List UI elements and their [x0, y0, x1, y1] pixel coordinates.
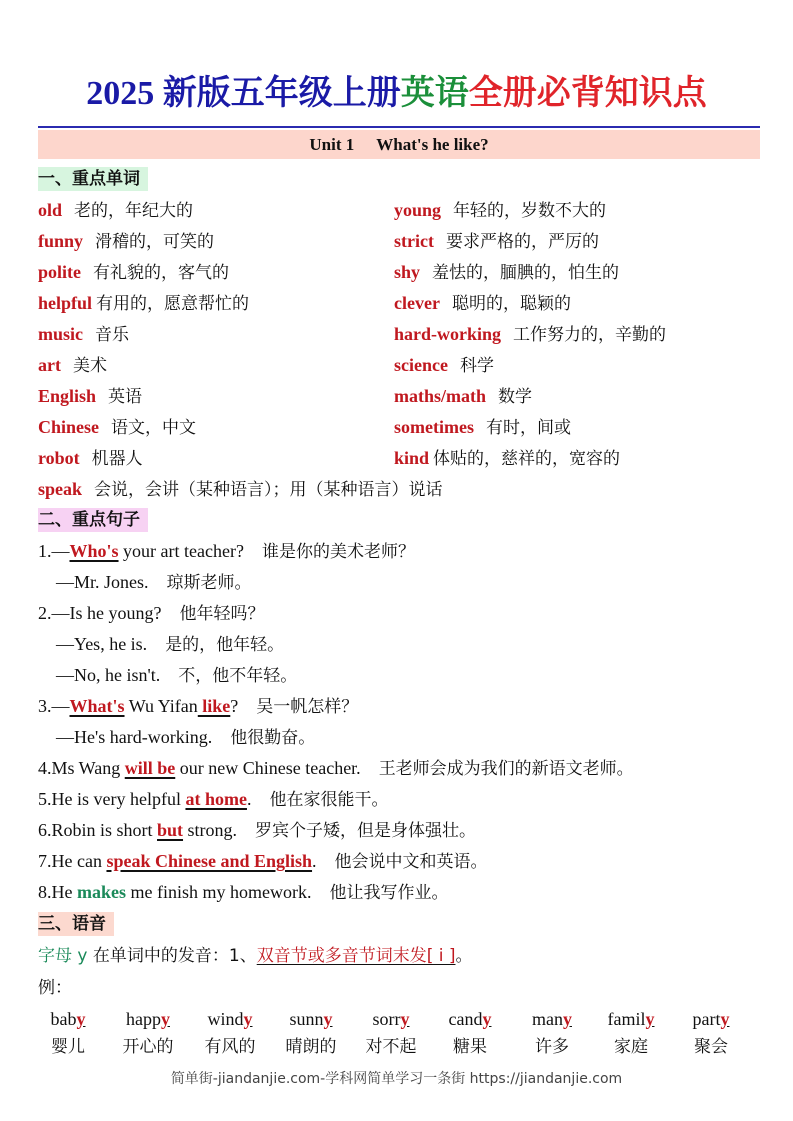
vocab-row	[38, 413, 778, 444]
vocab-word: Chinese	[38, 417, 100, 437]
example-word: happy 开心的	[122, 1009, 174, 1057]
sentence-1-answer: —Mr. Jones. 琼斯老师。	[56, 572, 252, 593]
example-words	[38, 1005, 778, 1065]
vocab-meaning: 老的，年纪大的	[74, 201, 194, 221]
key-phrase: will be	[124, 758, 176, 778]
sentence-2-answer-no: —No, he isn't. 不，他不年轻。	[56, 665, 298, 686]
section-heading-vocab: 一、重点单词	[38, 167, 148, 191]
phonics-letter: 字母 y	[38, 946, 88, 966]
vocab-row	[38, 382, 778, 413]
vocab-meaning: 有礼貌的，客气的	[93, 263, 229, 283]
key-phrase: makes	[77, 882, 126, 902]
vocab-word: young	[394, 200, 442, 220]
translation: 他会说中文和英语。	[334, 852, 488, 872]
translation: 他让我写作业。	[329, 883, 449, 903]
vocab-word: shy	[394, 262, 421, 282]
vocab-meaning: 美术	[72, 356, 107, 376]
vocab-meaning: 年轻的，岁数不大的	[453, 201, 607, 221]
phonics-rule-text: 双音节或多音节词末发[ i ]	[256, 946, 456, 966]
translation: 他在家很能干。	[269, 790, 389, 810]
title-part-topic: 全册必背知识点	[468, 75, 707, 112]
sentence-3-answer: —He's hard-working. 他很勤奋。	[56, 727, 316, 748]
vocab-word: helpful	[38, 293, 93, 313]
translation: 吴一帆怎样？	[256, 697, 359, 717]
key-phrase: speak Chinese and English	[106, 851, 313, 871]
vocab-word: clever	[394, 293, 440, 313]
sentence-7: 7.He can speak Chinese and English. 他会说中文和英语。	[38, 851, 488, 872]
example-word: sorry 对不起	[365, 1009, 417, 1057]
page-title	[0, 72, 793, 116]
vocab-meaning: 科学	[459, 356, 494, 376]
vocab-meaning: 有用的，愿意帮忙的	[96, 294, 250, 314]
sentence-4: 4.Ms Wang will be our new Chinese teacher. 王老师会成为我们的新语文老师。	[38, 758, 634, 779]
example-word: family 家庭	[607, 1009, 655, 1057]
example-word: many 许多	[532, 1009, 572, 1057]
example-word: windy 有风的	[204, 1009, 256, 1057]
vocab-meaning: 机器人	[91, 449, 143, 469]
example-word: party 聚会	[692, 1009, 730, 1057]
vocab-meaning: 英语	[108, 387, 143, 407]
vocab-word: art	[38, 355, 61, 375]
sentence-2-answer-yes: —Yes, he is. 是的，他年轻。	[56, 634, 285, 655]
unit-label: Unit 1	[309, 135, 355, 154]
vocab-meaning: 数学	[498, 387, 533, 407]
section-heading-phonics: 三、语音	[38, 912, 114, 936]
vocab-row	[38, 475, 778, 506]
sentence-6: 6.Robin is short but strong. 罗宾个子矮，但是身体强壮。	[38, 820, 477, 841]
vocab-row	[38, 351, 778, 382]
vocab-word: old	[38, 200, 63, 220]
translation: 他很勤奋。	[230, 728, 316, 748]
footer-watermark: 简单街-jiandanjie.com-学科网简单学习一条街 https://jiandanjie.com	[170, 1071, 623, 1087]
vocab-row	[38, 227, 778, 258]
vocab-meaning: 会说，会讲（某种语言）；用（某种语言）说话	[94, 480, 443, 500]
key-phrase: Who's	[69, 541, 119, 561]
vocab-row	[38, 320, 778, 351]
vocab-row	[38, 196, 778, 227]
title-part-grade: 2025 新版五年级上册	[86, 75, 401, 112]
translation: 罗宾个子矮，但是身体强壮。	[255, 821, 477, 841]
vocab-meaning: 工作努力的，辛勤的	[513, 325, 667, 345]
translation: 琼斯老师。	[166, 573, 252, 593]
example-word: baby 婴儿	[50, 1009, 86, 1057]
example-label: 例：	[38, 978, 72, 998]
vocab-word: hard-working	[394, 324, 502, 344]
title-part-subject: 英语	[400, 75, 469, 112]
sentence-1: 1.—Who's your art teacher? 谁是你的美术老师？	[38, 541, 415, 562]
vocab-word: funny	[38, 231, 84, 251]
vocab-meaning: 音乐	[95, 325, 129, 345]
vocab-row	[38, 289, 778, 320]
sentence-8: 8.He makes me finish my homework. 他让我写作业。	[38, 882, 449, 903]
translation: 谁是你的美术老师？	[261, 542, 415, 562]
vocab-meaning: 语文，中文	[111, 418, 197, 438]
vocab-word: strict	[394, 231, 434, 251]
sentence-5: 5.He is very helpful at home. 他在家很能干。	[38, 789, 389, 810]
vocab-word: English	[38, 386, 97, 406]
section-heading-sentences: 二、重点句子	[38, 508, 148, 532]
unit-banner	[38, 130, 760, 159]
vocab-word: speak	[38, 479, 83, 499]
unit-title: What's he like?	[376, 135, 489, 154]
translation: 不，他不年轻。	[178, 666, 298, 686]
example-word: candy 糖果	[448, 1009, 492, 1057]
vocab-word: robot	[38, 448, 80, 468]
vocab-row	[38, 258, 778, 289]
vocab-meaning: 滑稽的，可笑的	[95, 232, 215, 252]
title-divider	[38, 126, 760, 128]
translation: 他年轻吗？	[179, 604, 265, 624]
vocab-meaning: 要求严格的，严厉的	[445, 232, 599, 252]
key-phrase: What's	[69, 696, 125, 716]
vocab-meaning: 体贴的，慈祥的，宽容的	[433, 449, 621, 469]
translation: 是的，他年轻。	[165, 635, 285, 655]
example-word: sunny 晴朗的	[285, 1009, 337, 1057]
key-phrase: like	[197, 696, 231, 716]
vocab-meaning: 有时，间或	[485, 418, 571, 438]
phonics-rule: 字母 y 在单词中的发音：1、双音节或多音节词末发[ i ]。	[38, 946, 473, 966]
vocab-row	[38, 444, 778, 475]
vocab-word: sometimes	[394, 417, 474, 437]
vocab-word: music	[38, 324, 83, 344]
vocab-meaning: 羞怯的，腼腆的，怕生的	[432, 263, 620, 283]
key-phrase: at home	[185, 789, 247, 809]
vocab-meaning: 聪明的，聪颖的	[451, 294, 571, 314]
vocab-list	[38, 196, 778, 506]
vocab-word: kind	[394, 448, 430, 468]
vocab-word: science	[394, 355, 448, 375]
translation: 王老师会成为我们的新语文老师。	[378, 759, 634, 779]
vocab-word: polite	[38, 262, 81, 282]
vocab-word: maths/math	[394, 386, 487, 406]
sentence-2: 2.—Is he young? 他年轻吗？	[38, 603, 265, 624]
key-phrase: but	[157, 820, 184, 840]
sentence-3: 3.—What's Wu Yifan like? 吴一帆怎样？	[38, 696, 359, 717]
